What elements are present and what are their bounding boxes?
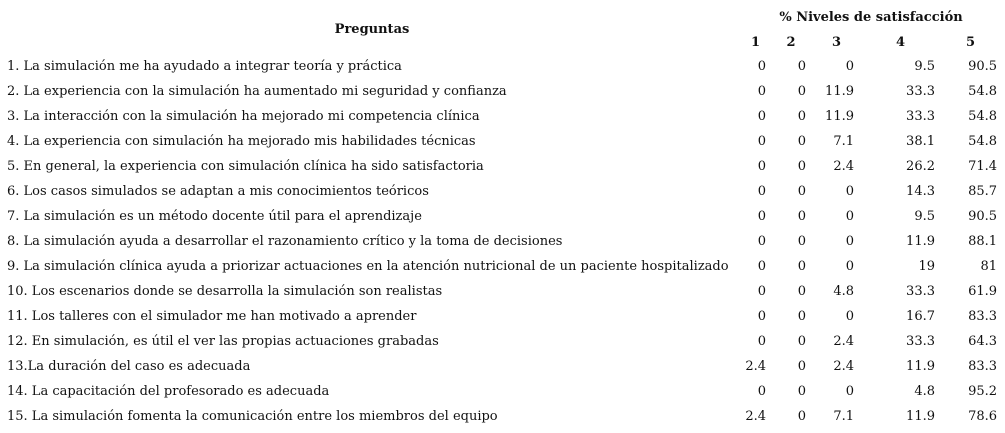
question-cell: 2. La experiencia con la simulación ha aumentado mi seguridad y confianza — [7, 84, 507, 99]
question-cell: 4. La experiencia con simulación ha mejorado mis habilidades técnicas — [7, 134, 476, 149]
table-row — [4, 404, 1002, 429]
table-row — [4, 79, 1002, 104]
table-row — [4, 54, 1002, 79]
level-3-value: 0 — [845, 234, 854, 249]
level-1-value: 0 — [757, 184, 766, 199]
level-2-value: 0 — [797, 59, 806, 74]
level-1-value: 2.4 — [745, 409, 766, 424]
table-row — [4, 229, 1002, 254]
level-1-value: 0 — [757, 84, 766, 99]
level-5-value: 61.9 — [968, 284, 998, 299]
level-5-value: 90.5 — [968, 59, 998, 74]
level-4-value: 33.3 — [906, 109, 935, 124]
preguntas-header: Preguntas — [334, 21, 410, 37]
level-1-value: 0 — [757, 159, 766, 174]
level-5-value: 54.8 — [968, 109, 998, 124]
level-2-value: 0 — [797, 134, 806, 149]
level-5-value: 95.2 — [968, 384, 998, 399]
level-3-value: 11.9 — [825, 84, 854, 99]
level-4-value: 9.5 — [914, 59, 935, 74]
level-5-value: 81 — [980, 259, 998, 274]
level-4-value: 11.9 — [906, 409, 935, 424]
level-2-value: 0 — [797, 409, 806, 424]
level-4-value: 33.3 — [906, 84, 935, 99]
question-cell: 13.La duración del caso es adecuada — [7, 359, 251, 374]
level-2-value: 0 — [797, 184, 806, 199]
table-row — [4, 179, 1002, 204]
level-1-value: 0 — [757, 259, 766, 274]
level-5-value: 90.5 — [968, 209, 998, 224]
table-row — [4, 329, 1002, 354]
level-3-value: 0 — [845, 184, 854, 199]
question-cell: 5. En general, la experiencia con simulación clínica ha sido satisfactoria — [7, 159, 484, 174]
table-row — [4, 279, 1002, 304]
level-1-value: 0 — [757, 109, 766, 124]
question-cell: 12. En simulación, es útil el ver las propias actuaciones grabadas — [7, 334, 439, 349]
level-5-value: 83.3 — [968, 359, 998, 374]
question-cell: 9. La simulación clínica ayuda a priorizar actuaciones en la atención nutricional de un paciente hospitalizado — [7, 259, 729, 274]
level-3-value: 11.9 — [825, 109, 854, 124]
level-3-value: 2.4 — [833, 334, 854, 349]
level-3-value: 2.4 — [833, 159, 854, 174]
level-1-value: 0 — [757, 384, 766, 399]
level-2-value: 0 — [797, 359, 806, 374]
level-2-value: 0 — [797, 309, 806, 324]
table-row — [4, 254, 1002, 279]
header-row-group — [4, 4, 1002, 30]
level-2-value: 0 — [797, 284, 806, 299]
level-2-value: 0 — [797, 384, 806, 399]
level-4-value: 11.9 — [906, 234, 935, 249]
level-5-value: 71.4 — [968, 159, 998, 174]
level-4-value: 9.5 — [914, 209, 935, 224]
question-cell: 6. Los casos simulados se adaptan a mis conocimientos teóricos — [7, 184, 429, 199]
table-row — [4, 104, 1002, 129]
level-3-value: 2.4 — [833, 359, 854, 374]
question-cell: 10. Los escenarios donde se desarrolla la simulación son realistas — [7, 284, 443, 299]
level-3-value: 0 — [845, 309, 854, 324]
level-4-value: 33.3 — [906, 284, 935, 299]
level-3-value: 0 — [845, 384, 854, 399]
level-5-value: 54.8 — [968, 84, 998, 99]
level-1-value: 0 — [757, 309, 766, 324]
level-2-value: 0 — [797, 159, 806, 174]
question-cell: 3. La interacción con la simulación ha mejorado mi competencia clínica — [7, 109, 480, 124]
level-4-value: 38.1 — [906, 134, 935, 149]
level-2-value: 0 — [797, 334, 806, 349]
level-4-value: 16.7 — [906, 309, 935, 324]
level-2-value: 0 — [797, 209, 806, 224]
table-header — [4, 4, 1002, 54]
question-cell: 1. La simulación me ha ayudado a integrar teoría y práctica — [7, 59, 402, 74]
satisfaction-levels-header: % Niveles de satisfacción — [779, 9, 963, 25]
level-1-value: 0 — [757, 134, 766, 149]
level-4-value: 14.3 — [906, 184, 935, 199]
level-1-value: 0 — [757, 59, 766, 74]
level-4-value: 19 — [918, 259, 935, 274]
level-5-value: 85.7 — [968, 184, 998, 199]
level-4-value: 4.8 — [914, 384, 935, 399]
level-3-header: 3 — [831, 34, 842, 50]
level-2-value: 0 — [797, 259, 806, 274]
level-3-value: 0 — [845, 59, 854, 74]
question-cell: 14. La capacitación del profesorado es adecuada — [7, 384, 330, 399]
level-2-value: 0 — [797, 234, 806, 249]
question-cell: 7. La simulación es un método docente útil para el aprendizaje — [7, 209, 422, 224]
level-1-header: 1 — [750, 34, 761, 50]
level-3-value: 0 — [845, 209, 854, 224]
level-2-value: 0 — [797, 84, 806, 99]
table-row — [4, 379, 1002, 404]
level-3-value: 4.8 — [833, 284, 854, 299]
level-5-value: 78.6 — [968, 409, 998, 424]
table-body — [4, 54, 1002, 429]
level-5-value: 54.8 — [968, 134, 998, 149]
level-4-value: 26.2 — [906, 159, 935, 174]
level-5-value: 88.1 — [968, 234, 998, 249]
level-5-value: 83.3 — [968, 309, 998, 324]
level-1-value: 0 — [757, 209, 766, 224]
satisfaction-table — [4, 4, 1002, 429]
table-row — [4, 154, 1002, 179]
table-row — [4, 304, 1002, 329]
question-cell: 8. La simulación ayuda a desarrollar el razonamiento crítico y la toma de decisiones — [7, 234, 563, 249]
table-row — [4, 204, 1002, 229]
table-row — [4, 129, 1002, 154]
level-1-value: 0 — [757, 234, 766, 249]
level-4-value: 11.9 — [906, 359, 935, 374]
level-1-value: 0 — [757, 284, 766, 299]
level-2-value: 0 — [797, 109, 806, 124]
level-5-header: 5 — [965, 34, 976, 50]
level-3-value: 0 — [845, 259, 854, 274]
level-4-value: 33.3 — [906, 334, 935, 349]
level-3-value: 7.1 — [833, 409, 854, 424]
question-cell: 15. La simulación fomenta la comunicación entre los miembros del equipo — [7, 409, 498, 424]
level-2-header: 2 — [786, 34, 796, 50]
level-3-value: 7.1 — [833, 134, 854, 149]
level-1-value: 0 — [757, 334, 766, 349]
question-cell: 11. Los talleres con el simulador me han motivado a aprender — [7, 309, 417, 324]
level-1-value: 2.4 — [745, 359, 766, 374]
level-5-value: 64.3 — [968, 334, 998, 349]
level-4-header: 4 — [895, 34, 906, 50]
table-row — [4, 354, 1002, 379]
